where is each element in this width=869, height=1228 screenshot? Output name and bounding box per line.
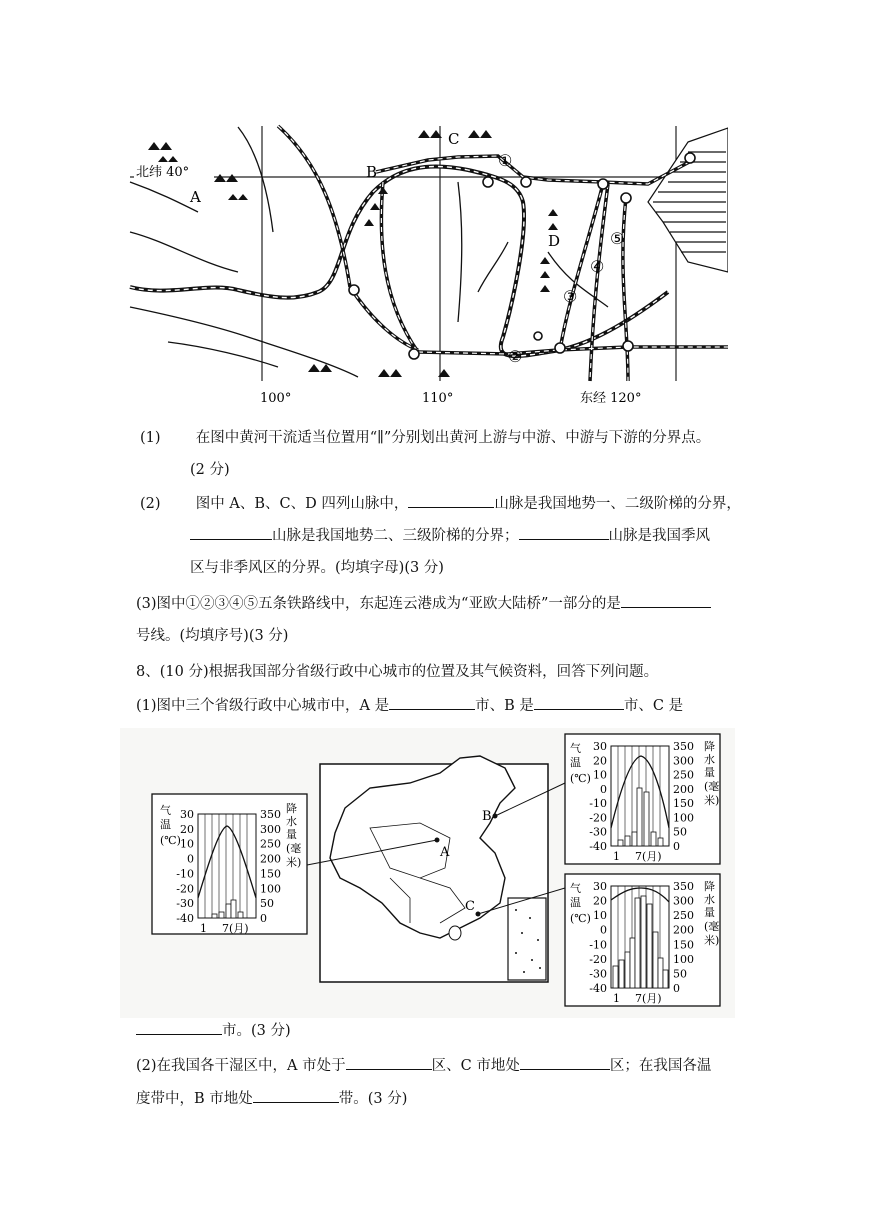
lon-100-label: 100° — [260, 391, 292, 406]
q8-p1-text-a: (1)图中三个省级行政中心城市中，A 是 — [136, 698, 390, 714]
mountain-label-b: B — [366, 163, 378, 181]
answer-blank-q7-2b[interactable] — [190, 525, 272, 540]
svg-text:(毫: (毫 — [704, 920, 720, 933]
svg-text:温: 温 — [160, 818, 171, 831]
q7-p2-text-d: 山脉是我国季风 — [608, 528, 710, 544]
svg-text:(℃): (℃) — [570, 912, 591, 925]
svg-text:米): 米) — [704, 794, 720, 807]
chart-c-precip-tick: 50 — [673, 967, 687, 981]
svg-text:水: 水 — [286, 815, 297, 828]
svg-text:温: 温 — [570, 756, 581, 769]
q7-p2-text-b: 山脉是我国地势一、二级阶梯的分界， — [494, 496, 741, 512]
q8-p1-text-d: 市。(3 分) — [222, 1023, 291, 1039]
chart-c-precip-tick: 100 — [673, 952, 694, 966]
lat-40-label: 北纬 40° — [136, 165, 190, 180]
mountain-label-a: A — [190, 188, 201, 206]
svg-text:气: 气 — [570, 882, 581, 895]
q7-p2-line2 — [190, 525, 710, 546]
chart-a-x-label-month: 7(月) — [222, 922, 249, 935]
mountain-label-d: D — [548, 232, 561, 250]
chart-b-temp-tick: 20 — [593, 754, 607, 768]
mountain-label-c: C — [448, 130, 460, 148]
answer-blank-q8-a[interactable] — [389, 695, 475, 710]
figure-climate-map — [120, 728, 735, 1018]
railway-label-4: ④ — [590, 257, 605, 276]
answer-blank-q7-2a[interactable] — [408, 493, 494, 508]
chart-c-precip-tick: 250 — [673, 909, 694, 923]
svg-text:米): 米) — [286, 856, 302, 869]
chart-a-x-label-start: 1 — [200, 922, 207, 935]
railway-label-1: ① — [498, 151, 513, 170]
q7-p1-number: (1) — [140, 430, 161, 446]
chart-a-precip-tick: 350 — [260, 808, 281, 821]
climate-chart-a — [152, 794, 307, 934]
chart-a-precip-label: 降 — [286, 802, 297, 815]
q8-p1-line1 — [136, 695, 683, 716]
north-china-map-svg — [128, 122, 728, 412]
answer-blank-q8-c[interactable] — [136, 1020, 222, 1035]
chart-a-precip-tick: 200 — [260, 852, 281, 866]
lon-120-label: 东经 120° — [580, 391, 642, 406]
chart-c-temp-tick: 30 — [593, 880, 607, 893]
chart-a-temp-tick: -20 — [176, 882, 194, 896]
chart-a-precip-tick: 300 — [260, 822, 281, 836]
answer-blank-q7-3[interactable] — [621, 593, 711, 608]
chart-a-temp-tick: 10 — [180, 837, 194, 851]
climate-chart-b — [565, 734, 720, 864]
chart-c-precip-tick: 350 — [673, 880, 694, 893]
chart-b-precip-tick: 350 — [673, 740, 694, 753]
chart-b-temp-tick: -20 — [589, 811, 607, 825]
city-label-b: B — [482, 809, 492, 824]
chart-b-precip-tick: 300 — [673, 754, 694, 768]
q7-p2-line1 — [140, 493, 741, 514]
q7-p3-line1 — [136, 593, 711, 614]
chart-b-x-label-month: 7(月) — [635, 850, 662, 863]
climate-figure-svg — [120, 728, 735, 1018]
chart-b-precip-tick: 50 — [673, 825, 687, 839]
chart-b-temp-tick: 30 — [593, 740, 607, 753]
chart-c-temp-tick: -40 — [589, 982, 607, 995]
chart-a-temp-label: 气 — [160, 804, 171, 817]
q7-p1-line1 — [140, 428, 710, 448]
chart-a-temp-tick: -10 — [176, 867, 194, 881]
svg-text:降: 降 — [704, 880, 715, 893]
hainan-island — [449, 926, 461, 940]
chart-c-temp-tick: 0 — [600, 923, 607, 937]
city-label-c: C — [465, 899, 475, 914]
svg-text:水: 水 — [704, 753, 715, 766]
answer-blank-q8-e[interactable] — [520, 1055, 610, 1070]
chart-b-precip-tick: 0 — [673, 840, 680, 853]
chart-a-temp-tick: 30 — [180, 808, 194, 821]
chart-a-temp-tick: 20 — [180, 822, 194, 836]
q8-p2-line2 — [136, 1088, 407, 1109]
chart-c-precip-tick: 150 — [673, 938, 694, 952]
chart-c-temp-tick: -10 — [589, 938, 607, 952]
railway-label-5: ⑤ — [610, 229, 625, 248]
svg-text:量: 量 — [704, 906, 715, 919]
q8-stem: 8、(10 分)根据我国部分省级行政中心城市的位置及其气候资料，回答下列问题。 — [136, 664, 659, 680]
chart-b-temp-tick: 0 — [600, 782, 607, 796]
svg-text:米): 米) — [704, 934, 720, 947]
railway-label-3: ③ — [563, 287, 578, 306]
chart-c-temp-tick: 10 — [593, 909, 607, 923]
answer-blank-q7-2c[interactable] — [519, 525, 609, 540]
svg-text:量: 量 — [704, 766, 715, 779]
q7-p2-line3: 区与非季风区的分界。(均填字母)(3 分) — [190, 560, 444, 576]
climate-chart-c — [565, 874, 720, 1006]
q7-p1-text: 在图中黄河干流适当位置用“∥”分别划出黄河上游与中游、中游与下游的分界点。 — [195, 430, 711, 446]
answer-blank-q8-b[interactable] — [534, 695, 624, 710]
svg-text:降: 降 — [704, 740, 715, 753]
svg-text:温: 温 — [570, 896, 581, 909]
chart-a-precip-tick: 50 — [260, 897, 274, 911]
chart-a-temp-tick: 0 — [187, 852, 194, 866]
q7-p2-text-c: 山脉是我国地势二、三级阶梯的分界； — [272, 528, 519, 544]
svg-text:气: 气 — [570, 742, 581, 755]
chart-b-temp-tick: -30 — [589, 825, 607, 839]
chart-a-precip-tick: 150 — [260, 867, 281, 881]
q8-p2-text-c: 区；在我国各温 — [609, 1058, 712, 1074]
chart-b-precip-tick: 100 — [673, 811, 694, 825]
chart-c-temp-tick: 20 — [593, 894, 607, 908]
q7-p1-score: (2 分) — [190, 462, 230, 478]
chart-b-precip-tick: 250 — [673, 768, 694, 782]
chart-c-precip-tick: 300 — [673, 894, 694, 908]
chart-b-temp-tick: 10 — [593, 768, 607, 782]
q8-p2-line1 — [136, 1055, 711, 1076]
svg-text:(℃): (℃) — [570, 772, 591, 785]
svg-text:(毫: (毫 — [286, 842, 302, 855]
q8-p1-text-b: 市、B 是 — [475, 698, 534, 714]
q7-p3-text-a: (3)图中①②③④⑤五条铁路线中，东起连云港成为“亚欧大陆桥”一部分的是 — [136, 596, 621, 612]
figure-north-china-map — [128, 122, 728, 412]
svg-text:量: 量 — [286, 828, 297, 841]
chart-b-temp-tick: -10 — [589, 797, 607, 811]
chart-a-precip-tick: 250 — [260, 837, 281, 851]
svg-text:水: 水 — [704, 893, 715, 906]
chart-b-precip-tick: 150 — [673, 797, 694, 811]
railway-label-2: ② — [508, 347, 523, 366]
q8-p1-line2 — [136, 1020, 291, 1041]
answer-blank-q8-d[interactable] — [346, 1055, 432, 1070]
svg-text:(毫: (毫 — [704, 780, 720, 793]
chart-b-x-label-start: 1 — [613, 850, 620, 863]
q7-p2-text-a: 图中 A、B、C、D 四列山脉中， — [195, 496, 409, 512]
lon-110-label: 110° — [422, 391, 454, 406]
city-label-a: A — [440, 845, 450, 860]
chart-a-temp-tick: -30 — [176, 897, 194, 911]
q8-p1-text-c: 市、C 是 — [623, 698, 684, 714]
q8-p2-text-d: 度带中，B 市地处 — [136, 1091, 253, 1107]
chart-c-precip-tick: 0 — [673, 982, 680, 995]
q8-p2-text-e: 带。(3 分) — [338, 1091, 408, 1107]
chart-a-temp-tick: -40 — [176, 912, 194, 925]
q7-p3-line2: 号线。(均填序号)(3 分) — [136, 628, 289, 644]
chart-a-precip-tick: 100 — [260, 882, 281, 896]
chart-c-precip-tick: 200 — [673, 923, 694, 937]
chart-c-x-label-start: 1 — [613, 992, 620, 1005]
q8-p2-text-a: (2)在我国各干湿区中，A 市处于 — [136, 1058, 346, 1074]
chart-b-precip-tick: 200 — [673, 782, 694, 796]
chart-a-precip-tick: 0 — [260, 912, 267, 925]
answer-blank-q8-f[interactable] — [253, 1088, 339, 1103]
chart-c-temp-tick: -30 — [589, 967, 607, 981]
chart-c-x-label-month: 7(月) — [635, 992, 662, 1005]
q7-p2-number: (2) — [140, 496, 161, 512]
svg-text:(℃): (℃) — [160, 834, 181, 847]
chart-b-temp-tick: -40 — [589, 840, 607, 853]
chart-c-temp-tick: -20 — [589, 952, 607, 966]
q8-p2-text-b: 区、C 市地处 — [431, 1058, 520, 1074]
